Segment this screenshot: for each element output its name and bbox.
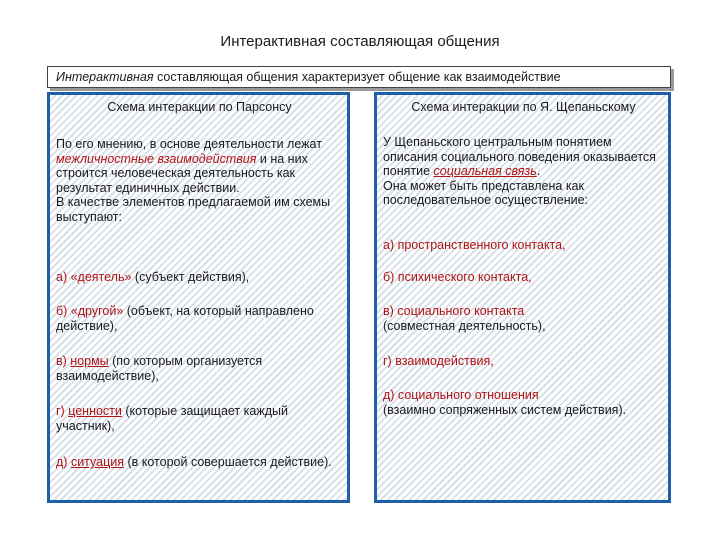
parsons-term: нормы — [70, 354, 109, 368]
parsons-intro-emphasis: межличностные взаимодействия — [56, 151, 257, 166]
parsons-item-text: (субъект действия), — [131, 270, 250, 284]
szczepanski-item-e — [383, 388, 664, 417]
szczepanski-header: Схема интеракции по Я. Щепаньскому — [411, 100, 636, 114]
szczepanski-intro-emphasis: социальная связь — [433, 164, 537, 178]
parsons-term: ситуация — [70, 455, 125, 469]
parsons-intro-text-3: В качестве элементов предлагаемой им схемы выступают: — [56, 195, 331, 224]
parsons-intro — [56, 137, 343, 224]
parsons-item-text: (объект, на который направлено действие), — [56, 304, 314, 333]
parsons-item-c — [56, 354, 343, 383]
parsons-intro-text: По его мнению, в основе деятельности лежат — [56, 137, 322, 151]
parsons-item-a — [56, 270, 343, 285]
parsons-column — [47, 92, 350, 503]
szczepanski-item-text: (совместная деятельность), — [383, 318, 546, 333]
parsons-item-e — [56, 455, 343, 470]
parsons-term: ценности — [68, 404, 122, 418]
parsons-item-b — [56, 304, 343, 333]
parsons-term-prefix: в) — [56, 354, 71, 368]
szczepanski-item-d: г) взаимодействия, — [383, 354, 494, 368]
parsons-item-d — [56, 404, 343, 433]
szczepanski-column — [374, 92, 671, 503]
szczepanski-item-b: б) психического контакта, — [383, 270, 532, 284]
parsons-item-text: (в которой совершается действие). — [124, 455, 332, 469]
szczepanski-intro-end: . — [536, 164, 541, 178]
page-title: Интерактивная составляющая общения — [220, 33, 500, 50]
parsons-term-prefix: г) — [56, 404, 69, 418]
parsons-item-text: (которые защищает каждый участник), — [56, 404, 288, 433]
parsons-header: Схема интеракции по Парсонсу — [107, 100, 292, 114]
szczepanski-term: в) социального контакта — [383, 304, 525, 318]
szczepanski-intro — [383, 135, 664, 208]
szczepanski-item-a: а) пространственного контакта, — [383, 238, 566, 252]
subtitle-banner — [47, 66, 671, 88]
szczepanski-term: д) социального отношения — [383, 388, 539, 402]
szczepanski-intro-text-2: Она может быть представлена как последовательное осуществление: — [383, 178, 589, 207]
parsons-item-text: (по которым организуется взаимодействие), — [56, 354, 263, 383]
parsons-term-prefix: д) — [56, 455, 71, 469]
parsons-intro-text-2: и на них строится человеческая деятельность как результат единичных действии. — [56, 151, 308, 195]
szczepanski-item-c — [383, 304, 664, 333]
szczepanski-intro-text: У Щепаньского центральным понятием описания социального поведения оказывается понятие — [383, 135, 656, 178]
parsons-term: б) «другой» — [56, 304, 124, 318]
szczepanski-item-text: (взаимно сопряженных систем действия). — [383, 402, 627, 417]
subtitle-text: составляющая общения характеризует общение как взаимодействие — [153, 70, 561, 84]
parsons-term: а) «деятель» — [56, 270, 132, 284]
subtitle-italic: Интерактивная — [56, 70, 154, 84]
